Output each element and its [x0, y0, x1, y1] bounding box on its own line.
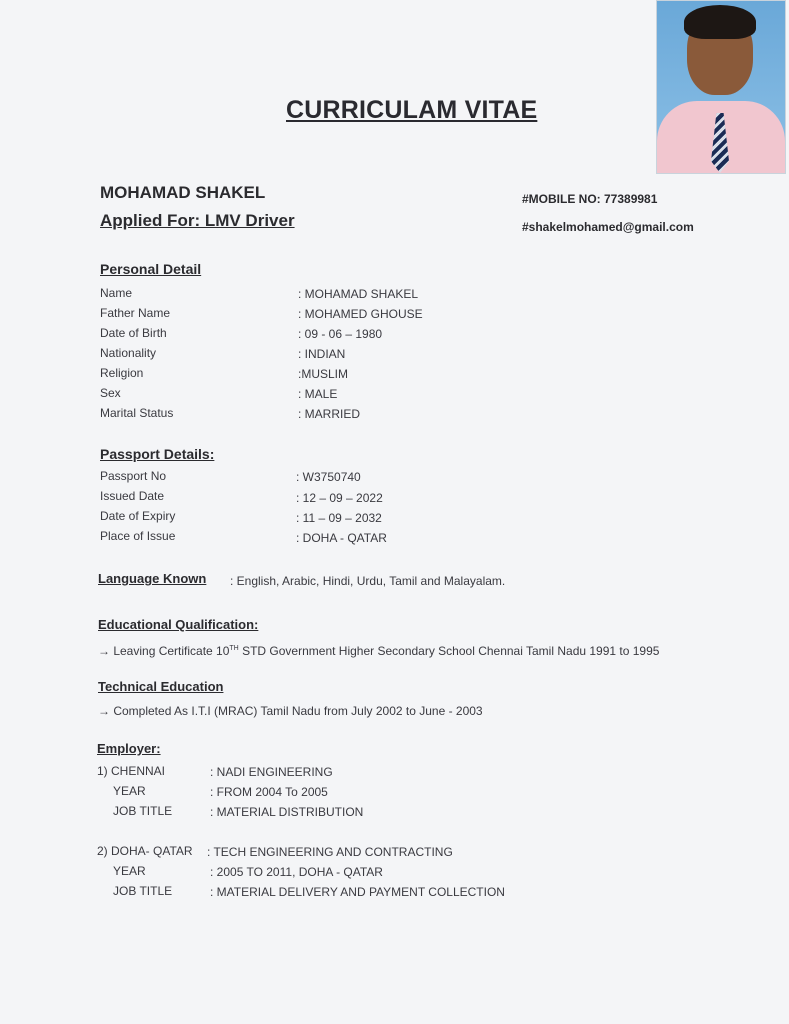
job-year: : 2005 TO 2011, DOHA - QATAR	[210, 865, 383, 879]
passport-heading: Passport Details:	[100, 446, 215, 462]
language-value: : English, Arabic, Hindi, Urdu, Tamil and Malayalam.	[230, 574, 506, 588]
job-year: : FROM 2004 To 2005	[210, 785, 328, 799]
language-heading: Language Known	[98, 571, 207, 586]
personal-label: Date of Birth	[100, 326, 167, 340]
employer-heading: Employer:	[97, 741, 161, 756]
applicant-name: MOHAMAD SHAKEL	[100, 183, 266, 202]
education-superscript: TH	[229, 645, 239, 652]
passport-value: : W3750740	[296, 470, 361, 484]
personal-heading: Personal Detail	[100, 261, 202, 277]
technical-heading: Technical Education	[98, 679, 224, 694]
personal-value: : MARRIED	[298, 407, 361, 421]
passport-value: : 12 – 09 – 2022	[296, 491, 383, 505]
job-title: : MATERIAL DISTRIBUTION	[210, 805, 364, 819]
photo-hair	[684, 5, 756, 39]
job-title: : MATERIAL DELIVERY AND PAYMENT COLLECTION	[210, 885, 505, 899]
job-year-label: YEAR	[113, 864, 146, 878]
personal-value: : MOHAMED GHOUSE	[298, 307, 423, 321]
passport-label: Place of Issue	[100, 529, 176, 543]
personal-value: : MOHAMAD SHAKEL	[298, 287, 419, 301]
passport-value: : DOHA - QATAR	[296, 531, 387, 545]
job-company: : NADI ENGINEERING	[210, 765, 333, 779]
applied-for: Applied For: LMV Driver	[100, 211, 295, 230]
job-place: 1) CHENNAI	[97, 764, 166, 778]
job-company: : TECH ENGINEERING AND CONTRACTING	[207, 845, 453, 859]
passport-label: Date of Expiry	[100, 509, 176, 523]
education-text-b: STD Government Higher Secondary School Chennai Tamil Nadu 1991 to 1995	[238, 644, 660, 658]
education-text-a: → Leaving Certificate 10	[98, 644, 230, 658]
personal-value: : INDIAN	[298, 347, 346, 361]
personal-value: : 09 - 06 – 1980	[298, 327, 383, 341]
profile-photo	[656, 0, 786, 174]
job-year-label: YEAR	[113, 784, 146, 798]
personal-label: Name	[100, 286, 133, 300]
passport-label: Issued Date	[100, 489, 165, 503]
passport-label: Passport No	[100, 469, 167, 483]
personal-value: :MUSLIM	[298, 367, 349, 381]
document-title: CURRICULAM VITAE	[286, 96, 538, 124]
personal-value: : MALE	[298, 387, 338, 401]
personal-label: Religion	[100, 366, 144, 380]
mobile-number: #MOBILE NO: 77389981	[522, 192, 658, 206]
job-title-label: JOB TITLE	[113, 884, 173, 898]
job-place: 2) DOHA- QATAR	[97, 844, 193, 858]
education-heading: Educational Qualification:	[98, 617, 259, 632]
personal-label: Sex	[100, 386, 121, 400]
technical-line: → Completed As I.T.I (MRAC) Tamil Nadu from July 2002 to June - 2003	[98, 704, 483, 718]
job-title-label: JOB TITLE	[113, 804, 173, 818]
personal-label: Marital Status	[100, 406, 174, 420]
personal-label: Father Name	[100, 306, 171, 320]
personal-label: Nationality	[100, 346, 157, 360]
passport-value: : 11 – 09 – 2032	[296, 511, 382, 525]
education-line	[98, 644, 659, 658]
email-address: #shakelmohamed@gmail.com	[522, 220, 694, 234]
